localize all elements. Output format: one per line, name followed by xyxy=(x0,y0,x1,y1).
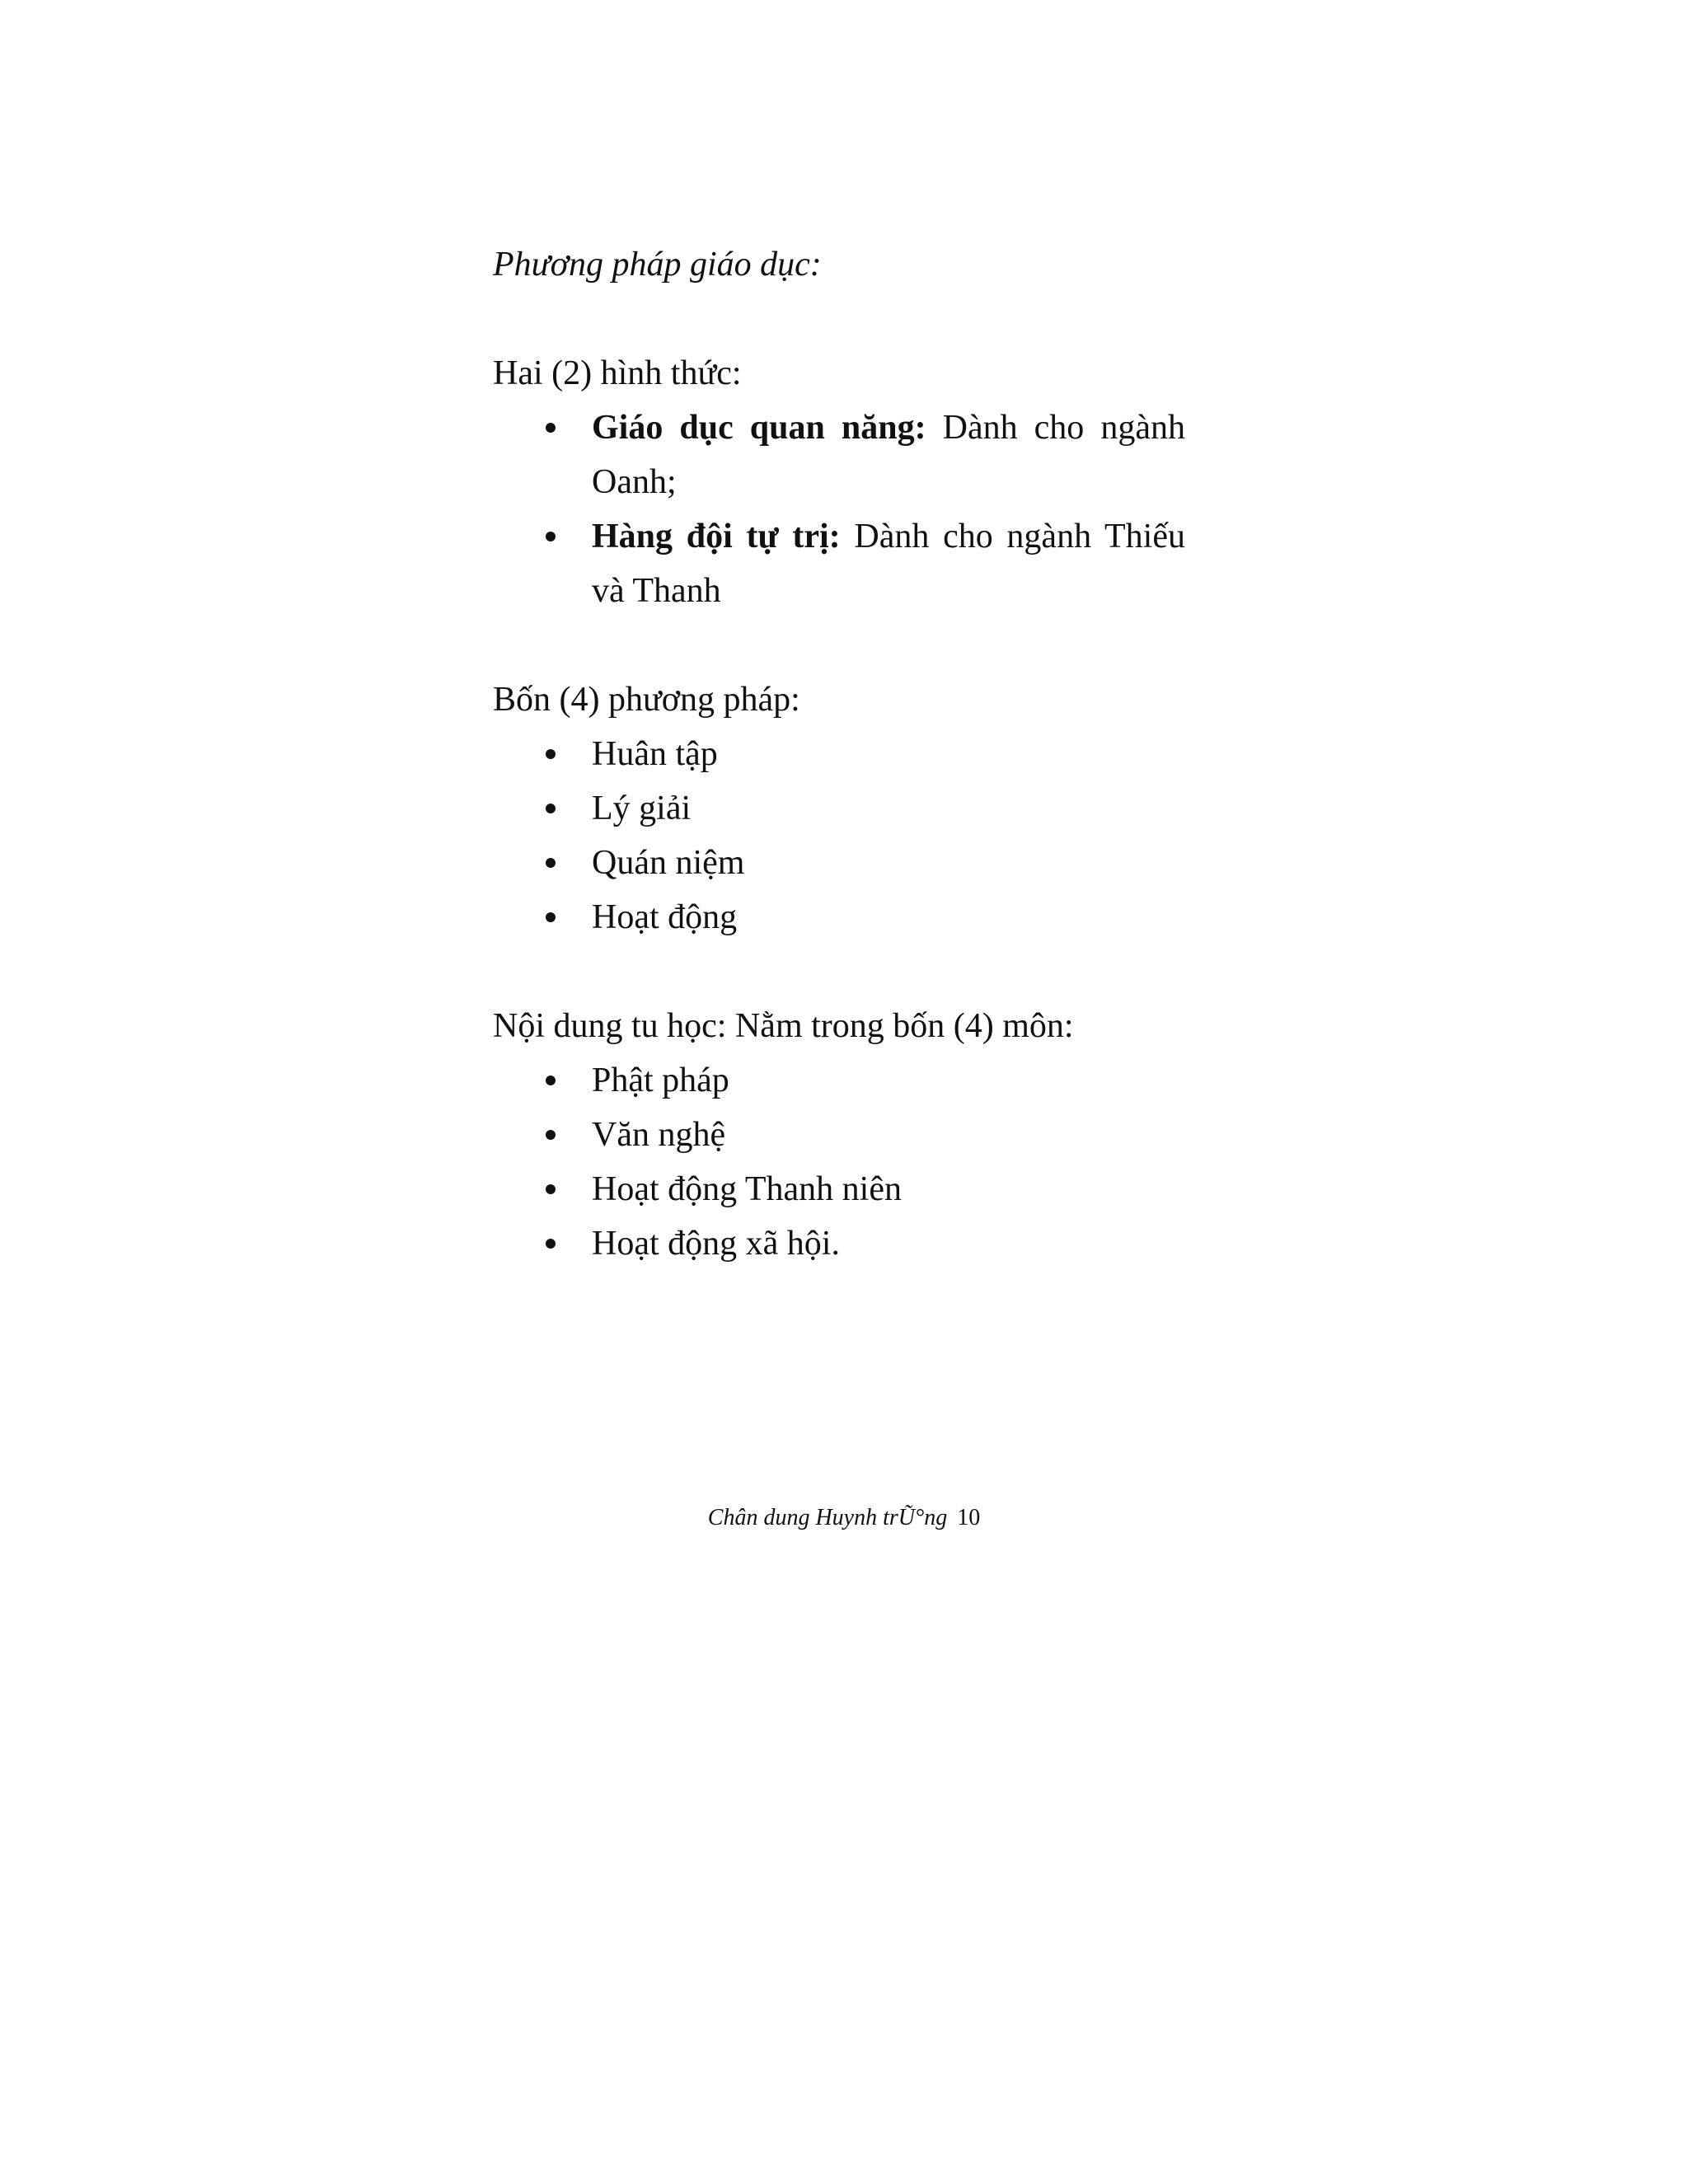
list-item: Hoạt động Thanh niên xyxy=(493,1162,1185,1216)
methods-list xyxy=(493,727,1185,944)
list-item xyxy=(493,509,1185,618)
content-list xyxy=(493,1053,1185,1271)
list-item: Phật pháp xyxy=(493,1053,1185,1108)
content-label: Nội dung tu học: Nằm trong bốn (4) môn: xyxy=(493,1007,1074,1045)
item-text: Dành cho ngành Oanh; xyxy=(592,409,1185,501)
list-item: Quán niệm xyxy=(493,836,1185,890)
forms-list xyxy=(493,401,1185,618)
list-item: Lý giải xyxy=(493,781,1185,836)
methods-section xyxy=(493,673,1185,944)
item-text: Dành cho ngành Thiếu và Thanh xyxy=(592,518,1185,610)
page-number: 10 xyxy=(957,1505,981,1530)
item-term: Hàng đội tự trị: xyxy=(592,518,841,555)
forms-label: Hai (2) hình thức: xyxy=(493,354,742,392)
list-item xyxy=(493,401,1185,509)
methods-label: Bốn (4) phương pháp: xyxy=(493,681,800,719)
list-item: Hoạt động xã hội. xyxy=(493,1216,1185,1271)
page-content xyxy=(493,237,1185,1271)
list-item: Huân tập xyxy=(493,727,1185,781)
page-footer xyxy=(0,1502,1688,1535)
item-term: Giáo dục quan năng: xyxy=(592,409,926,447)
list-item: Văn nghệ xyxy=(493,1108,1185,1162)
forms-section xyxy=(493,346,1185,618)
section-heading: Phương pháp giáo dục: xyxy=(493,246,822,284)
footer-title: Chân dung Huynh trŨ°ng xyxy=(707,1505,948,1530)
list-item: Hoạt động xyxy=(493,890,1185,944)
content-section xyxy=(493,999,1185,1271)
